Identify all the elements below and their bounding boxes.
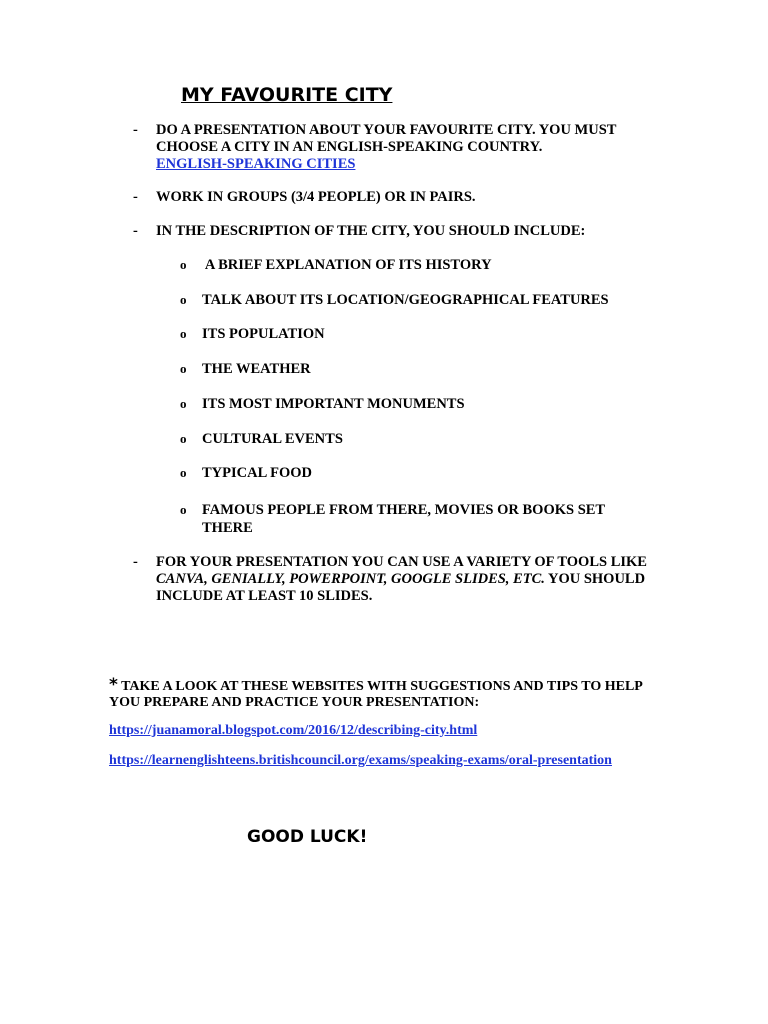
instruction-text: DO A PRESENTATION ABOUT YOUR FAVOURITE CITY. YOU MUST CHOOSE A CITY IN AN ENGLISH-SPEAKING COUNTRY. bbox=[156, 122, 617, 155]
sub-item-text: ITS POPULATION bbox=[202, 326, 325, 342]
bullet-marker: o bbox=[180, 326, 187, 341]
instruction-text: FOR YOUR PRESENTATION YOU CAN USE A VARIETY OF TOOLS LIKE bbox=[156, 554, 647, 570]
bullet-marker: o bbox=[180, 502, 187, 517]
link-britishcouncil bbox=[109, 753, 629, 769]
sub-item-text: A BRIEF EXPLANATION OF ITS HISTORY bbox=[202, 257, 492, 273]
link-juanamoral bbox=[109, 723, 629, 739]
asterisk-icon: * bbox=[109, 675, 118, 695]
bullet-marker: o bbox=[180, 292, 187, 307]
instruction-text-end: YOU SHOULD INCLUDE AT LEAST 10 SLIDES. bbox=[156, 571, 646, 604]
britishcouncil-link[interactable]: https://learnenglishteens.britishcouncil.org/exams/speaking-exams/oral-presentation bbox=[109, 753, 612, 768]
sub-item-text: FAMOUS PEOPLE FROM THERE, MOVIES OR BOOKS SET THERE bbox=[202, 502, 605, 536]
bullet-marker: o bbox=[180, 257, 187, 272]
bullet-marker: o bbox=[180, 465, 187, 480]
sub-item-text: CULTURAL EVENTS bbox=[202, 431, 343, 447]
bullet-marker: o bbox=[180, 361, 187, 376]
juanamoral-link[interactable]: https://juanamoral.blogspot.com/2016/12/describing-city.html bbox=[109, 723, 478, 738]
instruction-text: IN THE DESCRIPTION OF THE CITY, YOU SHOULD INCLUDE: bbox=[156, 223, 586, 239]
instruction-text: WORK IN GROUPS (3/4 PEOPLE) OR IN PAIRS. bbox=[156, 189, 476, 205]
dash-marker: - bbox=[133, 554, 138, 570]
bullet-marker: o bbox=[180, 396, 187, 411]
page-title: MY FAVOURITE CITY bbox=[181, 84, 393, 106]
websites-note-text: TAKE A LOOK AT THESE WEBSITES WITH SUGGESTIONS AND TIPS TO HELP YOU PREPARE AND PRACTICE YOUR PRESENTATION: bbox=[109, 679, 643, 710]
english-speaking-cities-link[interactable]: ENGLISH-SPEAKING CITIES bbox=[156, 156, 356, 172]
sub-item-text: THE WEATHER bbox=[202, 361, 311, 377]
sub-item-text: TYPICAL FOOD bbox=[202, 465, 312, 481]
dash-marker: - bbox=[133, 223, 138, 239]
bullet-marker: o bbox=[180, 431, 187, 446]
sub-item-text: ITS MOST IMPORTANT MONUMENTS bbox=[202, 396, 465, 412]
tools-list: CANVA, GENIALLY, POWERPOINT, GOOGLE SLIDES, ETC. bbox=[156, 571, 545, 587]
dash-marker: - bbox=[133, 122, 138, 138]
sub-item-text: TALK ABOUT ITS LOCATION/GEOGRAPHICAL FEATURES bbox=[202, 292, 609, 308]
websites-note bbox=[109, 677, 649, 711]
dash-marker: - bbox=[133, 189, 138, 205]
closing-good-luck: GOOD LUCK! bbox=[247, 827, 368, 847]
